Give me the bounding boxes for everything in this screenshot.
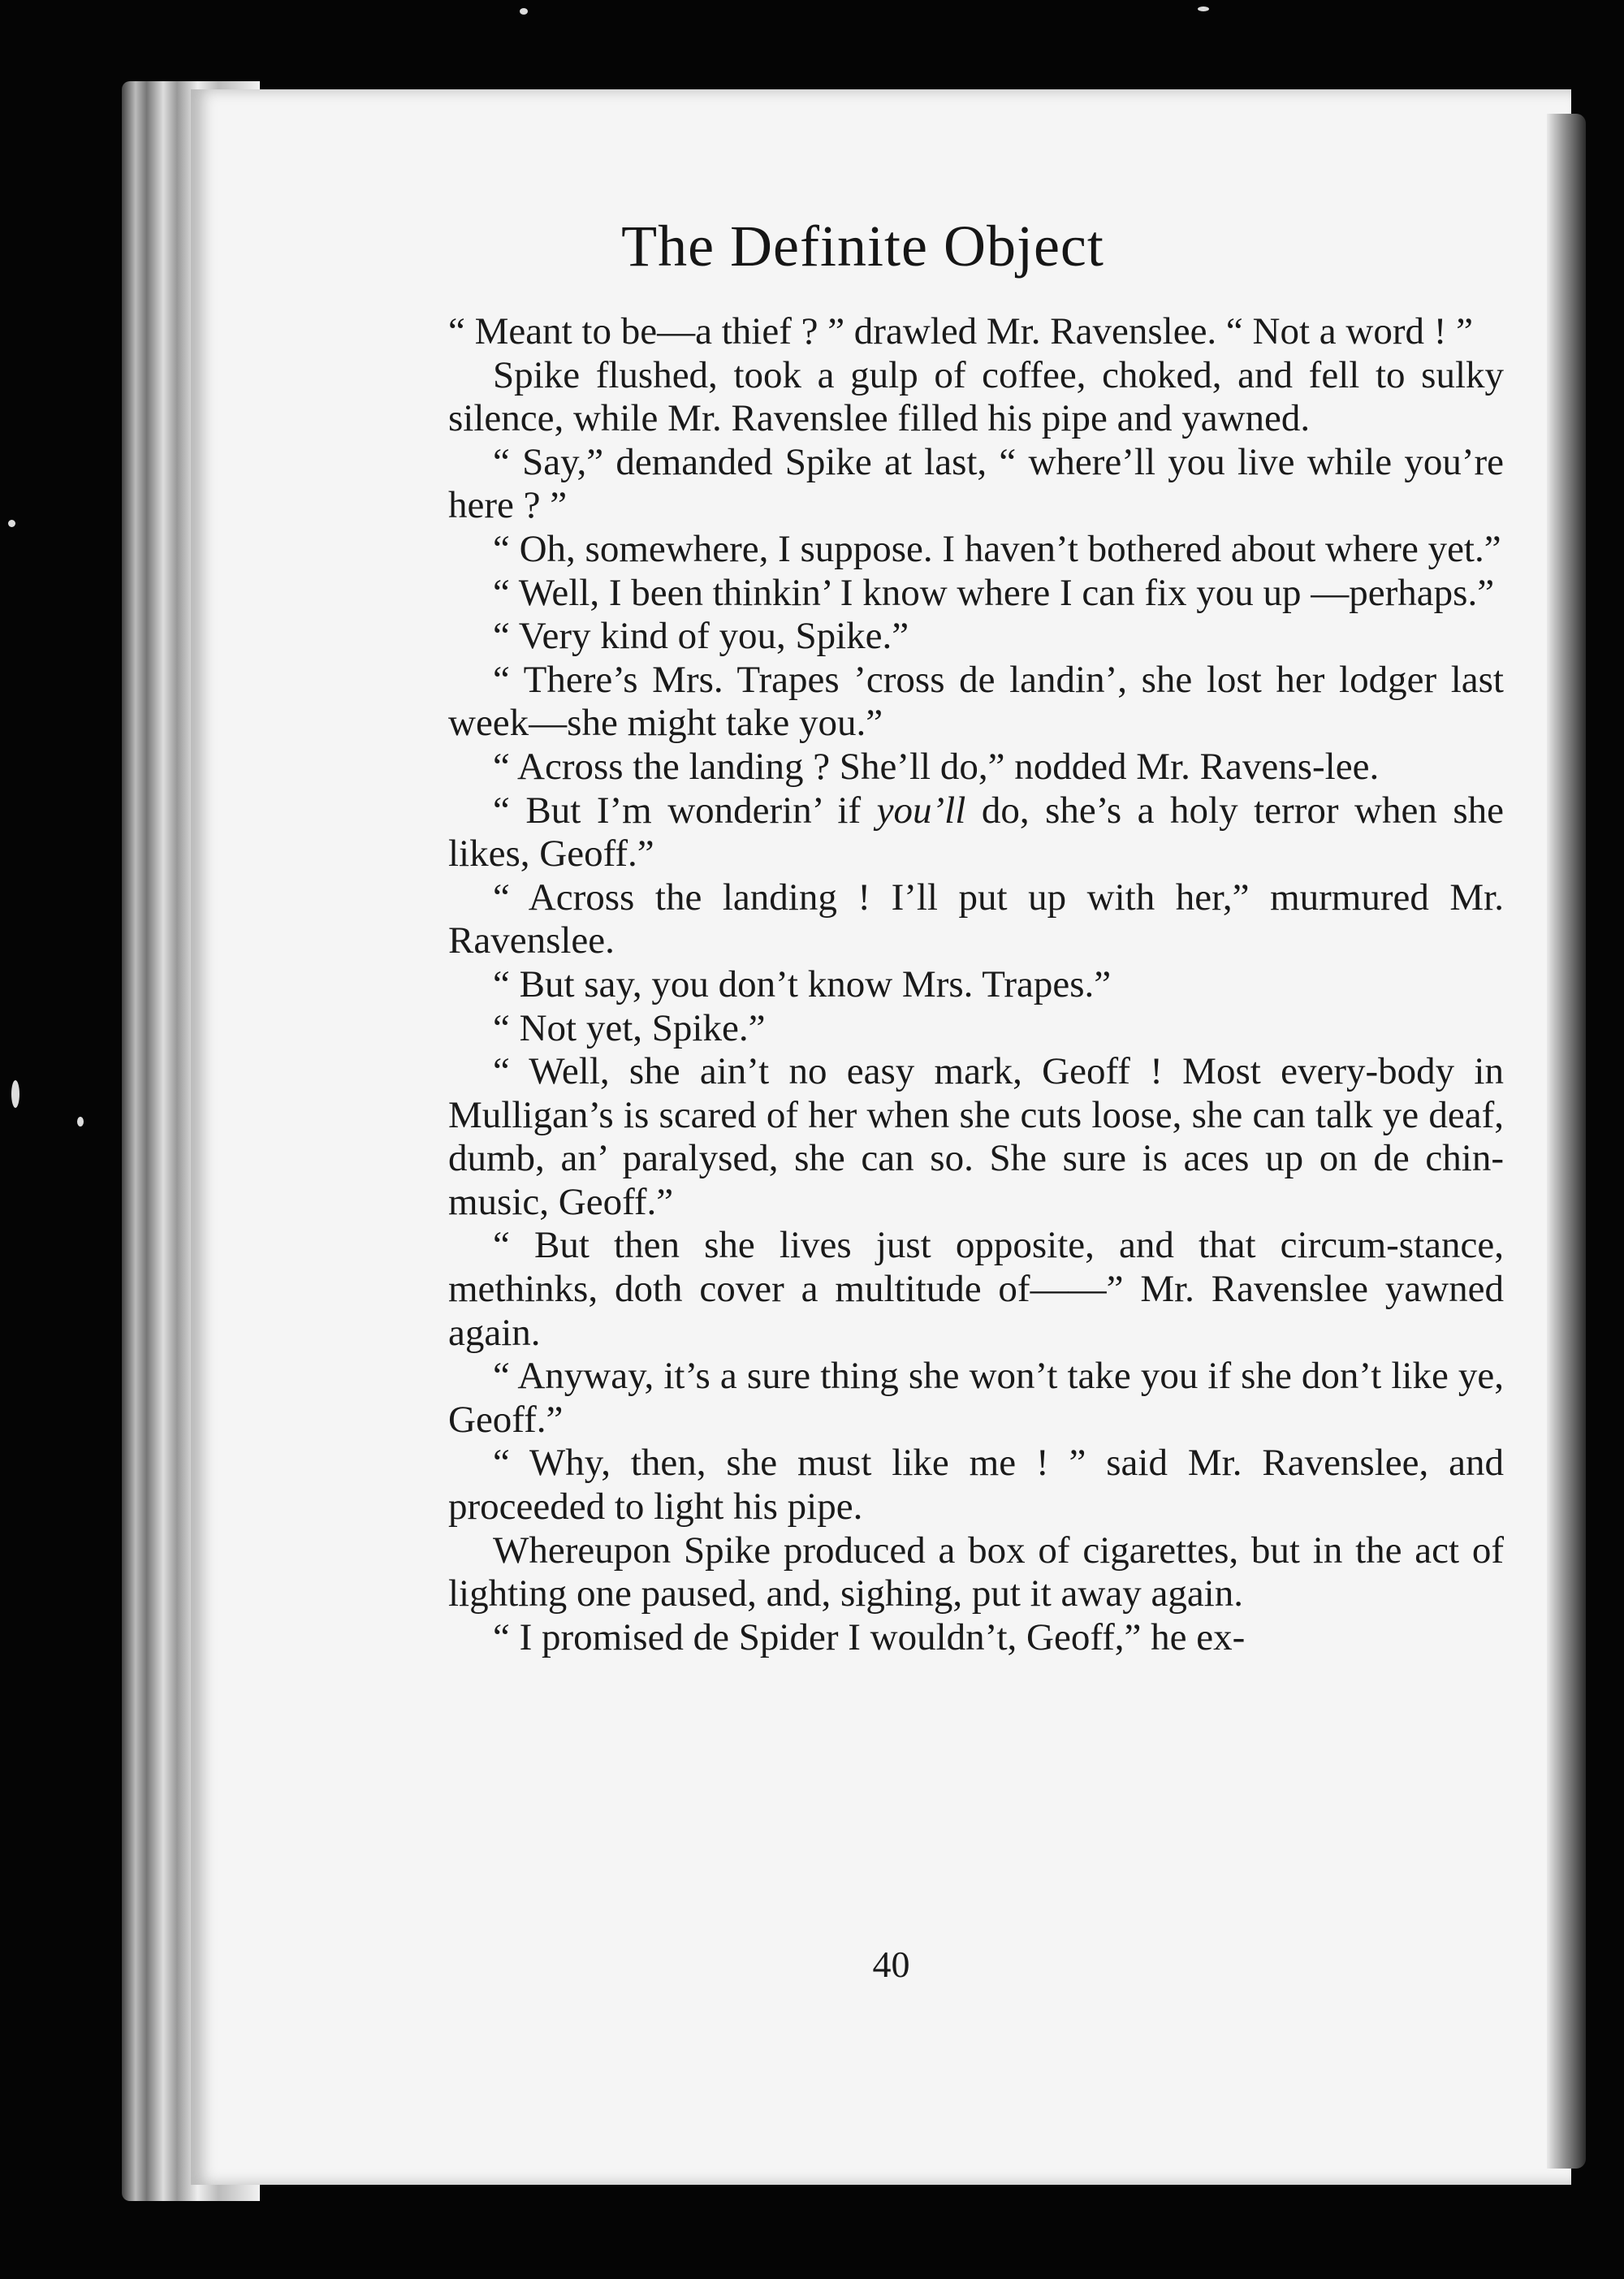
running-head: The Definite Object — [621, 214, 1104, 279]
paragraph: “ Across the landing ? She’ll do,” nodded Mr. Ravens-lee. — [493, 745, 1380, 788]
dust-speck — [520, 8, 528, 15]
paragraph: “ Oh, somewhere, I suppose. I haven’t bothered about where yet.” — [493, 527, 1501, 570]
paragraph: “ Very kind of you, Spike.” — [493, 615, 909, 658]
paragraph: “ Anyway, it’s a sure thing she won’t take you if she don’t like ye, Geoff.” — [448, 1355, 1504, 1441]
paragraph: “ But say, you don’t know Mrs. Trapes.” — [493, 962, 1112, 1005]
gutter-shadow — [1547, 114, 1586, 2169]
paragraph: “ There’s Mrs. Trapes ’cross de landin’, she lost her lodger last week—she might take you.” — [448, 658, 1504, 745]
dust-speck — [8, 520, 15, 527]
emphasis: you’ll — [876, 789, 966, 832]
paragraph: “ Say,” demanded Spike at last, “ where’ll you live while you’re here ? ” — [448, 440, 1504, 527]
paragraph: Spike flushed, took a gulp of coffee, choked, and fell to sulky silence, while Mr. Ravenslee filled his pipe and yawned. — [448, 353, 1504, 440]
body-text — [448, 310, 1504, 1659]
paragraph: “ But I’m wonderin’ if you’ll do, she’s a holy terror when she likes, Geoff.” — [448, 789, 1505, 876]
dust-speck — [11, 1080, 19, 1108]
paragraph: “ Why, then, she must like me ! ” said Mr. Ravenslee, and proceeded to light his pipe. — [448, 1442, 1504, 1529]
paragraph: “ Meant to be—a thief ? ” drawled Mr. Ravenslee. “ Not a word ! ” — [448, 310, 1474, 352]
paragraph: “ Across the landing ! I’ll put up with her,” murmured Mr. Ravenslee. — [448, 876, 1504, 962]
dust-speck — [1198, 6, 1209, 11]
paragraph: “ Well, she ain’t no easy mark, Geoff ! Most every-body in Mulligan’s is scared of her when she cuts loose, she can talk ye deaf, dumb, an’ paralysed, she can so. She sure is aces up on de chin-music, Geoff.” — [448, 1050, 1504, 1223]
dust-speck — [77, 1117, 84, 1127]
paragraph: Whereupon Spike produced a box of cigarettes, but in the act of lighting one paused, and, sighing, put it away again. — [448, 1529, 1504, 1615]
paragraph: “ Not yet, Spike.” — [493, 1006, 766, 1049]
paragraph: “ But then she lives just opposite, and that circum-stance, methinks, doth cover a multitude of——” Mr. Ravenslee yawned again. — [448, 1224, 1504, 1354]
paragraph: “ I promised de Spider I wouldn’t, Geoff,” he ex- — [493, 1615, 1246, 1658]
paragraph: “ Well, I been thinkin’ I know where I can fix you up —perhaps.” — [493, 571, 1495, 614]
page-number: 40 — [872, 1944, 910, 1985]
